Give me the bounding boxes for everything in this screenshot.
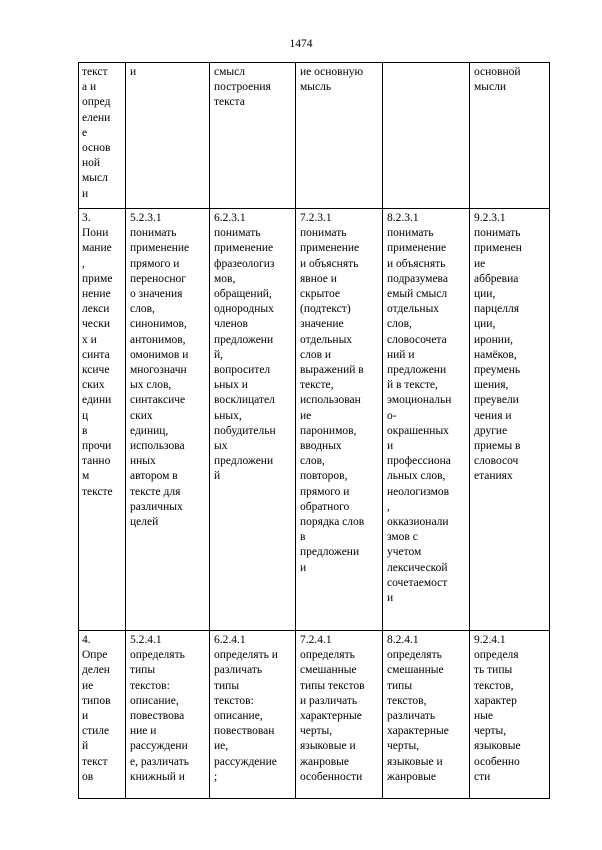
table-cell: 7.2.3.1 понимать применение и объяснять явное и скрытое (подтекст) значение отдельных слов и выражений в тексте, использован ие паронимов, вводных слов, повторов, прямого и обратного порядка слов в предложени и (296, 209, 383, 631)
table-cell: 8.2.3.1 понимать применение и объяснять подразумева емый смысл отдельных слов, словосочета ний и предложени й в тексте, эмоциональн о- окрашенных и профессиона льных слов, неологизмов , окказионали змов с учетом лексической сочетаемост и (383, 209, 470, 631)
table-cell: 5.2.4.1 определять типы текстов: описание, повествова ние и рассуждени е, различать книжный и (126, 631, 210, 799)
table-cell: 5.2.3.1 понимать применение прямого и переносног о значения слов, синонимов, антонимов, омонимов и многозначн ых слов, синтаксиче ских единиц, использова нных автором в тексте для различных целей (126, 209, 210, 631)
table-cell: и (126, 63, 210, 209)
table-cell: основной мысли (470, 63, 550, 209)
table-row (79, 209, 550, 631)
table-cell: 8.2.4.1 определять смешанные типы текстов, различать характерные черты, языковые и жанровые (383, 631, 470, 799)
table-cell: 9.2.4.1 определя ть типы текстов, характер ные черты, языковые особенно сти (470, 631, 550, 799)
table-cell: 3. Пони мание , приме нение лекси чески х и синта ксиче ских едини ц в прочи танно м тексте (79, 209, 126, 631)
table-cell: 6.2.4.1 определять и различать типы текстов: описание, повествован ие, рассуждение ; (210, 631, 296, 799)
table-row (79, 631, 550, 799)
curriculum-table (78, 62, 550, 799)
table-cell: 4. Опре делен ие типов и стиле й текст ов (79, 631, 126, 799)
table-cell: смысл построения текста (210, 63, 296, 209)
table-row (79, 63, 550, 209)
table-cell: ие основную мысль (296, 63, 383, 209)
page-number: 1474 (289, 38, 313, 50)
table-cell (383, 63, 470, 209)
table-cell: 6.2.3.1 понимать применение фразеологиз мов, обращений, однородных членов предложени й, вопросител ьных и восклицател ьных, побудительн ых предложени й (210, 209, 296, 631)
table-cell: 9.2.3.1 понимать применен ие аббревиа ции, парцелля ции, иронии, намёков, преумень шения, преувели чения и другие приемы в словосоч етаниях (470, 209, 550, 631)
table-cell: 7.2.4.1 определять смешанные типы текстов и различать характерные черты, языковые и жанровые особенности (296, 631, 383, 799)
table-cell: текст а и опред елени е основ ной мысл и (79, 63, 126, 209)
